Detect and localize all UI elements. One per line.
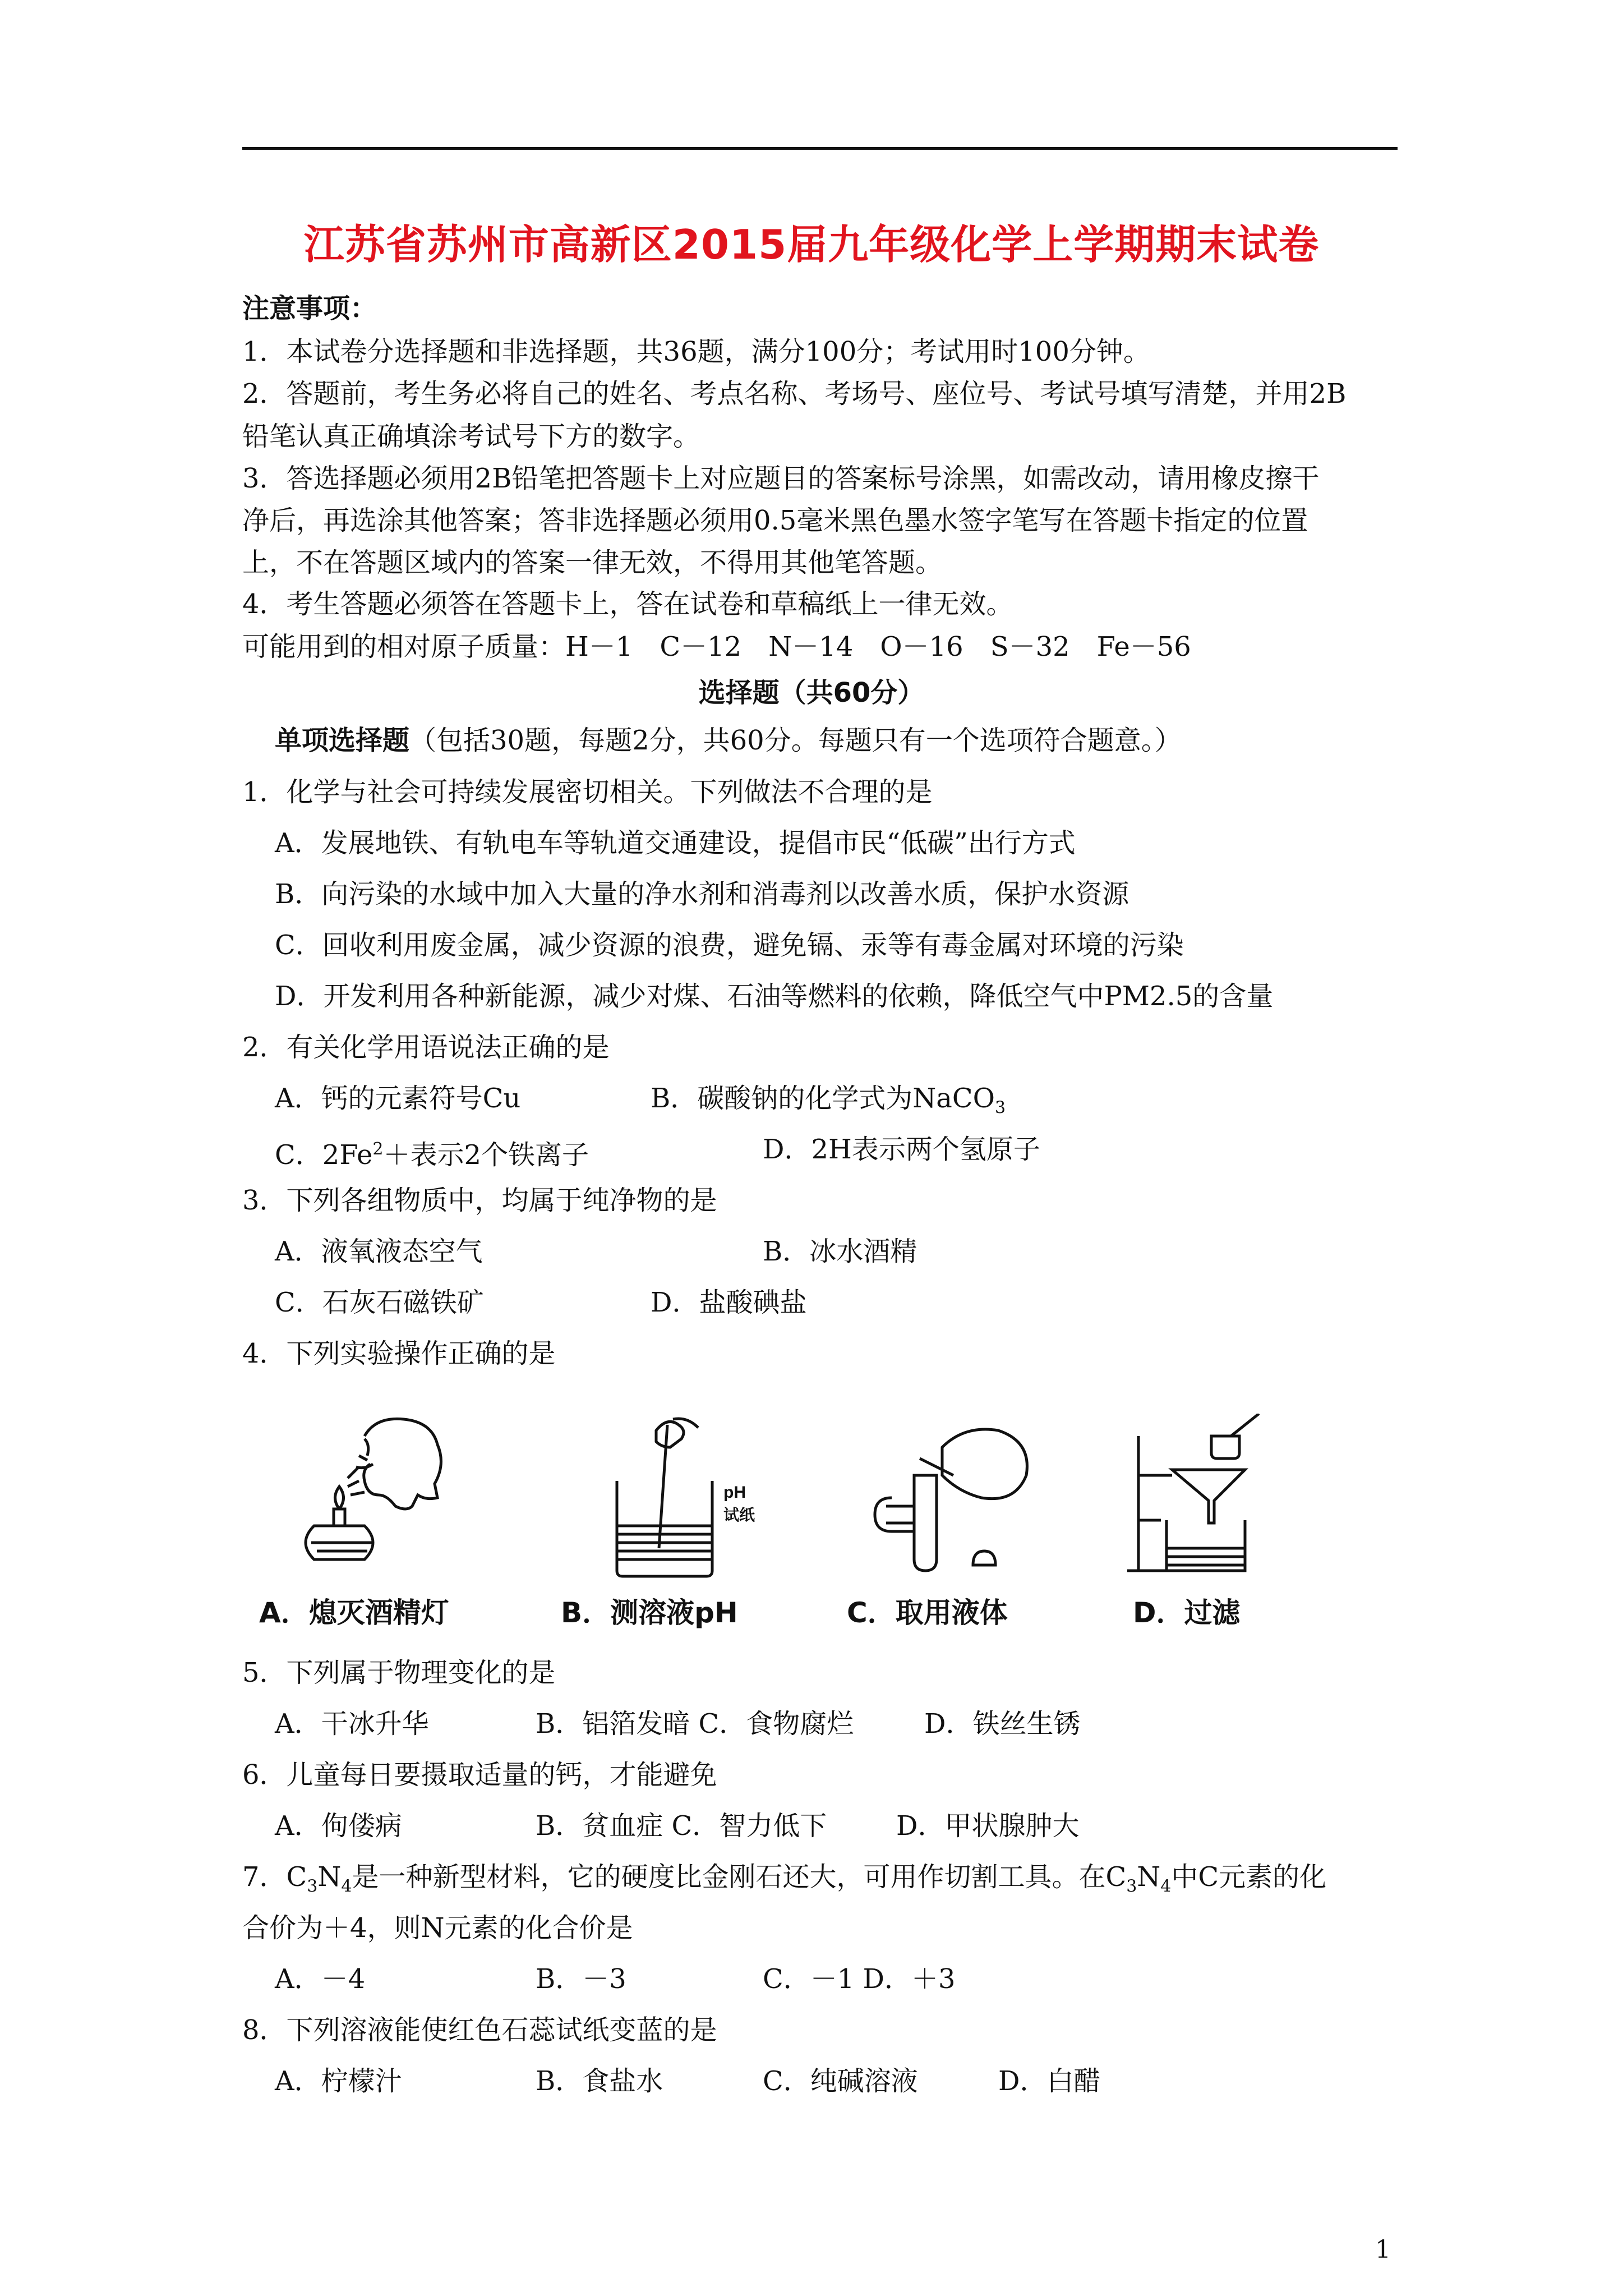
q5-option-bc: B．铝箔发暗 C．食物腐烂 xyxy=(536,1708,854,1740)
q2-option-c-post: ＋表示2个铁离子 xyxy=(383,1139,589,1171)
figure-caption-c: C．取用液体 xyxy=(847,1596,1008,1629)
figure-ph-test xyxy=(583,1414,819,1582)
q2-option-c-sup: 2 xyxy=(372,1139,384,1159)
figure-caption-d: D．过滤 xyxy=(1133,1596,1241,1629)
q3-option-a: A．液氧液态空气 xyxy=(275,1236,483,1267)
q8-option-b: B．食盐水 xyxy=(536,2065,663,2097)
q1-option-a: A．发展地铁、有轨电车等轨道交通建设，提倡市民“低碳”出行方式 xyxy=(275,827,1076,859)
question-2-stem: 2．有关化学用语说法正确的是 xyxy=(242,1032,610,1063)
q2-option-d: D．2H表示两个氢原子 xyxy=(763,1134,1040,1165)
q7-text: N xyxy=(317,1861,342,1893)
section-instructions xyxy=(275,724,1182,757)
q7-sub: 3 xyxy=(307,1876,318,1897)
question-1-stem: 1．化学与社会可持续发展密切相关。下列做法不合理的是 xyxy=(242,776,933,808)
figure-alcohol-lamp xyxy=(280,1414,516,1582)
question-8-stem: 8．下列溶液能使红色石蕊试纸变蓝的是 xyxy=(242,2014,717,2046)
section-sub-bold: 单项选择题 xyxy=(275,725,410,756)
notice-item: 铅笔认真正确填涂考试号下方的数字。 xyxy=(242,421,700,452)
section-sub-rest: （包括30题，每题2分，共60分。每题只有一个选项符合题意。） xyxy=(409,725,1182,756)
q7-option-b: B．－3 xyxy=(536,1963,626,1995)
q2-option-b xyxy=(651,1082,1006,1125)
q3-option-d: D．盐酸碘盐 xyxy=(651,1287,807,1318)
q7-sub: 3 xyxy=(1126,1876,1137,1897)
q7-text: 中C元素的化 xyxy=(1171,1861,1327,1893)
section-heading: 选择题（共60分） xyxy=(698,677,925,708)
page-number: 1 xyxy=(1375,2235,1391,2264)
q6-option-bc: B．贫血症 C．智力低下 xyxy=(536,1810,827,1842)
question-7-stem-line1 xyxy=(242,1860,1326,1904)
notice-item: 2．答题前，考生务必将自己的姓名、考点名称、考场号、座位号、考试号填写清楚，并用2B xyxy=(242,378,1347,409)
q8-option-c: C．纯碱溶液 xyxy=(763,2065,918,2097)
figure-pour-liquid xyxy=(830,1414,1066,1582)
q7-option-cd: C．－1 D．＋3 xyxy=(763,1963,956,1995)
question-7-stem-line2: 合价为＋4，则N元素的化合价是 xyxy=(242,1912,633,1944)
ph-paper-label: 试纸 xyxy=(723,1506,755,1524)
q1-option-b: B．向污染的水域中加入大量的净水剂和消毒剂以改善水质，保护水资源 xyxy=(275,878,1129,910)
atomic-masses: 可能用到的相对原子质量：H－1 C－12 N－14 O－16 S－32 Fe－56 xyxy=(242,631,1191,662)
question-4-stem: 4．下列实验操作正确的是 xyxy=(242,1338,556,1369)
question-6-stem: 6．儿童每日要摄取适量的钙，才能避免 xyxy=(242,1759,717,1791)
q6-option-d: D．甲状腺肿大 xyxy=(896,1810,1080,1842)
header-rule xyxy=(242,147,1398,150)
figure-caption-b: B．测溶液pH xyxy=(561,1596,738,1629)
notice-item: 1．本试卷分选择题和非选择题，共36题，满分100分；考试用时100分钟。 xyxy=(242,336,1150,367)
q2-option-c-pre: C．2Fe xyxy=(275,1139,373,1171)
q3-option-b: B．冰水酒精 xyxy=(763,1236,917,1267)
notice-item: 3．答选择题必须用2B铅笔把答题卡上对应题目的答案标号涂黑，如需改动，请用橡皮擦干 xyxy=(242,463,1320,494)
q2-option-c xyxy=(275,1133,589,1172)
q7-sub: 4 xyxy=(1160,1876,1172,1897)
q7-text: 7．C xyxy=(242,1861,307,1893)
q7-option-a: A．－4 xyxy=(275,1963,366,1995)
q1-option-c: C．回收利用废金属，减少资源的浪费，避免镉、汞等有毒金属对环境的污染 xyxy=(275,930,1184,961)
q2-option-b-sub: 3 xyxy=(994,1098,1006,1118)
notice-item: 净后，再选涂其他答案；答非选择题必须用0.5毫米黑色墨水签字笔写在答题卡指定的位置 xyxy=(242,505,1308,536)
notice-item: 上，不在答题区域内的答案一律无效，不得用其他笔答题。 xyxy=(242,547,943,578)
q1-option-d: D．开发利用各种新能源，减少对煤、石油等燃料的依赖，降低空气中PM2.5的含量 xyxy=(275,981,1274,1012)
q3-option-c: C．石灰石磁铁矿 xyxy=(275,1287,484,1318)
question-5-stem: 5．下列属于物理变化的是 xyxy=(242,1657,556,1688)
question-3-stem: 3．下列各组物质中，均属于纯净物的是 xyxy=(242,1185,717,1216)
notice-item: 4．考生答题必须答在答题卡上，答在试卷和草稿纸上一律无效。 xyxy=(242,588,1013,620)
figure-filtration xyxy=(1116,1414,1352,1582)
q7-text: 是一种新型材料，它的硬度比金刚石还大，可用作切割工具。在C xyxy=(352,1861,1127,1893)
q2-option-b-text: B．碳酸钠的化学式为NaCO xyxy=(651,1083,995,1114)
notice-heading: 注意事项： xyxy=(242,293,377,324)
q8-option-d: D．白醋 xyxy=(998,2065,1101,2097)
q2-option-a: A．钙的元素符号Cu xyxy=(275,1083,521,1114)
q6-option-a: A．佝偻病 xyxy=(275,1810,402,1842)
q7-sub: 4 xyxy=(341,1876,352,1897)
ph-label: pH xyxy=(723,1483,746,1502)
q7-text: N xyxy=(1137,1861,1161,1893)
q5-option-d: D．铁丝生锈 xyxy=(924,1708,1081,1740)
q5-option-a: A．干冰升华 xyxy=(275,1708,429,1740)
page-title: 江苏省苏州市高新区2015届九年级化学上学期期末试卷 xyxy=(303,221,1320,268)
q8-option-a: A．柠檬汁 xyxy=(275,2065,402,2097)
figure-caption-a: A．熄灭酒精灯 xyxy=(259,1596,449,1629)
